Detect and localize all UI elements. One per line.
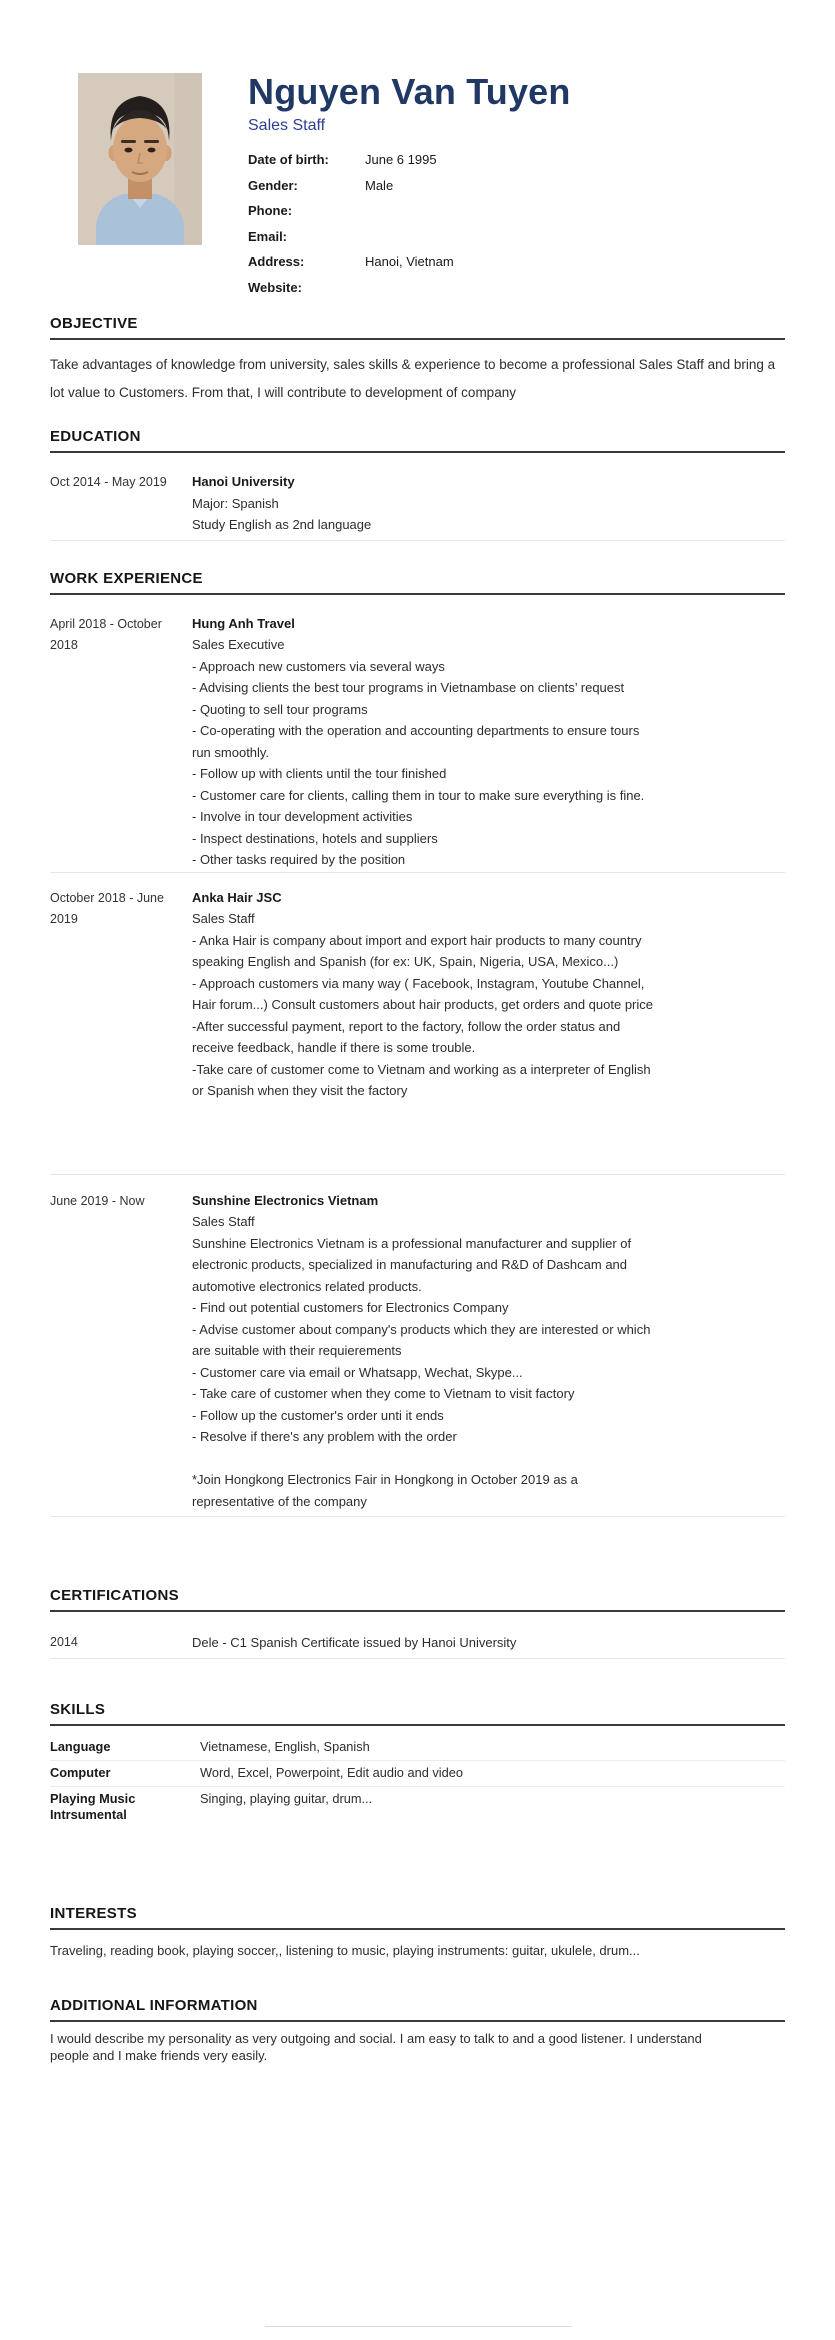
job-bullet: - Advise customer about company's products which they are interested or which are suitable with their requierements xyxy=(192,1321,651,1359)
info-row-phone xyxy=(248,198,785,224)
skill-value: Word, Excel, Powerpoint, Edit audio and video xyxy=(200,1764,463,1780)
skill-label: Language xyxy=(50,1738,111,1754)
info-row-website xyxy=(248,275,785,301)
certification-entry xyxy=(50,1632,785,1659)
job-bullet: - Advising clients the best tour programs in Vietnambase on clients’ request xyxy=(192,680,625,696)
section-heading: INTERESTS xyxy=(50,1905,785,1930)
job-bullet: - Follow up with clients until the tour finished xyxy=(192,766,447,782)
timeline-period: April 2018 - October 2018 xyxy=(50,616,162,653)
blank-line xyxy=(192,1448,654,1470)
skill-row xyxy=(50,1787,785,1828)
candidate-title: Sales Staff xyxy=(248,117,326,135)
info-label: Phone: xyxy=(248,203,293,219)
job-bullet: - Inspect destinations, hotels and suppliers xyxy=(192,830,438,846)
section-heading: ADDITIONAL INFORMATION xyxy=(50,1997,785,2022)
info-row-email xyxy=(248,224,785,250)
work-entry xyxy=(50,887,785,1175)
job-bullet: - Quoting to sell tour programs xyxy=(192,701,368,717)
timeline-period: Oct 2014 - May 2019 xyxy=(50,475,167,490)
info-label: Date of birth: xyxy=(248,152,329,168)
work-entry xyxy=(50,613,785,873)
job-bullet: - Approach customers via many way ( Facebook, Instagram, Youtube Channel, Hair forum...) Consult customers about hair products, get orders and quote price xyxy=(192,975,653,1013)
skill-row xyxy=(50,1735,785,1761)
info-value: Hanoi, Vietnam xyxy=(365,254,454,270)
info-value: Male xyxy=(365,177,394,193)
job-bullet: - Resolve if there's any problem with the order xyxy=(192,1429,457,1445)
timeline-period: October 2018 - June 2019 xyxy=(50,890,164,927)
job-bullet: - Follow up the customer's order unti it ends xyxy=(192,1407,444,1423)
info-label: Address: xyxy=(248,254,305,270)
skill-label: Playing Music Intrsumental xyxy=(50,1790,136,1822)
skill-label: Computer xyxy=(50,1764,111,1780)
section-objective xyxy=(50,315,785,406)
section-skills xyxy=(50,1701,785,1828)
job-bullet: - Anka Hair is company about import and export hair products to many country speaking English and Spanish (for ex: UK, Spain, Nigeria, USA, Mexico...) xyxy=(192,932,642,970)
work-entry-body xyxy=(192,1190,654,1513)
footer-divider xyxy=(265,2326,572,2327)
job-intro: Sunshine Electronics Vietnam is a professional manufacturer and supplier of electronic products, specialized in manufacturing and R&D of Dashcam and automotive electronics related products. xyxy=(192,1235,632,1294)
info-row-gender xyxy=(248,173,785,199)
header-identity xyxy=(248,73,785,300)
job-bullet: -After successful payment, report to the factory, follow the order status and receive feedback, handle if there is some trouble. xyxy=(192,1018,621,1056)
job-bullet: - Approach new customers via several ways xyxy=(192,658,445,674)
company-name: Anka Hair JSC xyxy=(192,889,282,905)
job-role: Sales Staff xyxy=(192,911,255,927)
portrait-illustration xyxy=(78,73,202,245)
job-bullet: - Involve in tour development activities xyxy=(192,809,413,825)
section-heading: OBJECTIVE xyxy=(50,315,785,340)
timeline-period: June 2019 - Now xyxy=(50,1193,145,1208)
work-entry xyxy=(50,1190,785,1518)
section-additional-information xyxy=(50,1997,785,2065)
work-entry-body xyxy=(192,887,654,1102)
info-row-address xyxy=(248,249,785,275)
info-row-dob xyxy=(248,147,785,173)
objective-text: Take advantages of knowledge from university, sales skills & experience to become a professional Sales Staff and bring a lot value to Customers. From that, I will contribute to development of company xyxy=(50,357,776,400)
resume-header xyxy=(50,73,785,300)
section-heading: EDUCATION xyxy=(50,428,785,453)
job-bullet: - Take care of customer when they come to Vietnam to visit factory xyxy=(192,1386,575,1402)
job-bullet: - Customer care via email or Whatsapp, Wechat, Skype... xyxy=(192,1364,523,1380)
education-detail: Study English as 2nd language xyxy=(192,517,372,533)
company-name: Sunshine Electronics Vietnam xyxy=(192,1192,379,1208)
section-heading: CERTIFICATIONS xyxy=(50,1587,785,1612)
section-heading: WORK EXPERIENCE xyxy=(50,570,785,595)
info-label: Website: xyxy=(248,279,302,295)
section-heading: SKILLS xyxy=(50,1701,785,1726)
job-bullet: - Customer care for clients, calling them in tour to make sure everything is fine. xyxy=(192,787,645,803)
job-bullet: - Other tasks required by the position xyxy=(192,852,406,868)
job-role: Sales Staff xyxy=(192,1214,255,1230)
job-role: Sales Executive xyxy=(192,637,285,653)
section-work-experience xyxy=(50,570,785,1518)
candidate-name: Nguyen Van Tuyen xyxy=(248,71,571,112)
cert-year: 2014 xyxy=(50,1635,78,1650)
skill-value: Singing, playing guitar, drum... xyxy=(200,1790,373,1806)
info-label: Gender: xyxy=(248,177,298,193)
section-certifications xyxy=(50,1587,785,1659)
interests-text: Traveling, reading book, playing soccer,, listening to music, playing instruments: guitar, ukulele, drum... xyxy=(50,1942,640,1958)
job-bullet: - Co-operating with the operation and accounting departments to ensure tours run smoothly. xyxy=(192,723,640,760)
profile-photo xyxy=(78,73,202,245)
school-name: Hanoi University xyxy=(192,474,295,490)
education-detail: Major: Spanish xyxy=(192,495,279,511)
info-label: Email: xyxy=(248,228,288,244)
skill-row xyxy=(50,1761,785,1787)
company-name: Hung Anh Travel xyxy=(192,615,295,631)
info-value: June 6 1995 xyxy=(365,152,437,168)
skills-table xyxy=(50,1735,785,1828)
additional-text: I would describe my personality as very outgoing and social. I am easy to talk to and a good listener. I understand people and I make friends very easily. xyxy=(50,2030,702,2064)
section-interests xyxy=(50,1905,785,1961)
job-note: *Join Hongkong Electronics Fair in Hongkong in October 2019 as a representative of the company xyxy=(192,1472,578,1509)
section-education xyxy=(50,428,785,541)
education-entry xyxy=(50,471,785,541)
job-bullet: - Find out potential customers for Electronics Company xyxy=(192,1300,509,1316)
cert-text: Dele - C1 Spanish Certificate issued by Hanoi University xyxy=(192,1635,517,1651)
work-entry-body xyxy=(192,613,654,871)
education-body xyxy=(192,471,371,536)
skill-value: Vietnamese, English, Spanish xyxy=(200,1738,370,1754)
job-bullet: -Take care of customer come to Vietnam and working as a interpreter of English or Spanish when they visit the factory xyxy=(192,1061,651,1099)
